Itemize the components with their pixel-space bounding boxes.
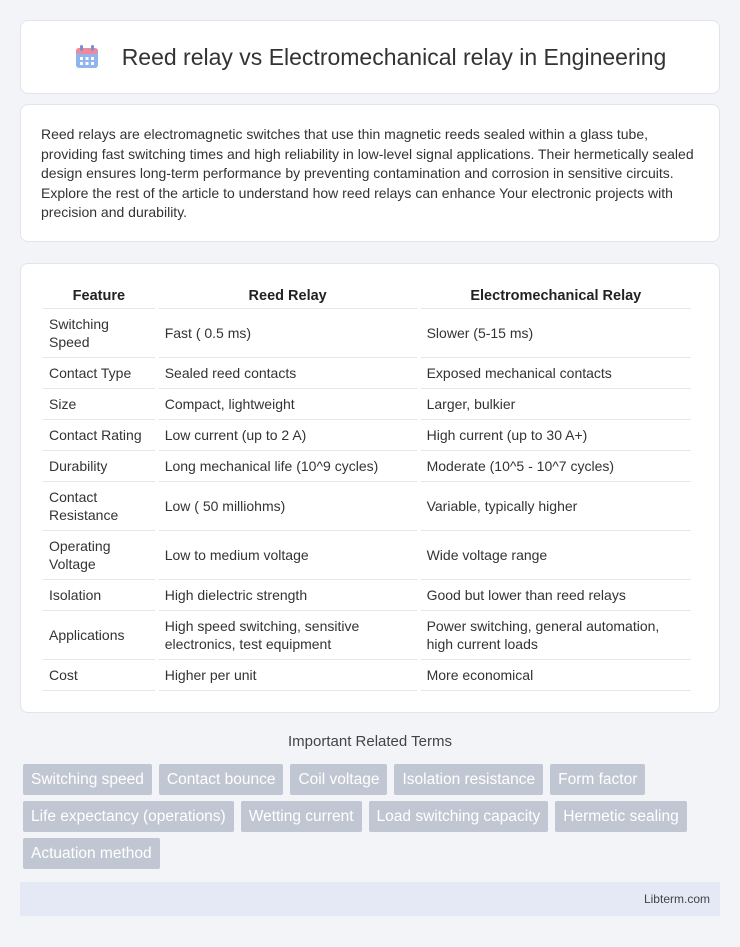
table-cell: Compact, lightweight [159, 389, 417, 420]
table-cell: Long mechanical life (10^9 cycles) [159, 451, 417, 482]
table-cell: High speed switching, sensitive electronics, test equipment [159, 611, 417, 660]
column-header-reed-relay: Reed Relay [159, 284, 417, 309]
table-row [43, 389, 691, 420]
table-cell: Sealed reed contacts [159, 358, 417, 389]
table-cell: Low current (up to 2 A) [159, 420, 417, 451]
header-card [20, 20, 720, 94]
table-cell: Applications [43, 611, 155, 660]
calendar-icon [74, 44, 100, 70]
table-cell: Cost [43, 660, 155, 691]
table-cell: High dielectric strength [159, 580, 417, 611]
related-term-tag[interactable]: Contact bounce [159, 764, 284, 795]
related-term-tag[interactable]: Form factor [550, 764, 645, 795]
table-row [43, 358, 691, 389]
table-cell: Larger, bulkier [421, 389, 691, 420]
table-row [43, 420, 691, 451]
column-header-electromechanical-relay: Electromechanical Relay [421, 284, 691, 309]
table-cell: Operating Voltage [43, 531, 155, 580]
footer [20, 882, 720, 916]
related-term-tag[interactable]: Load switching capacity [369, 801, 549, 832]
table-cell: Variable, typically higher [421, 482, 691, 531]
table-cell: Size [43, 389, 155, 420]
table-row [43, 531, 691, 580]
table-cell: High current (up to 30 A+) [421, 420, 691, 451]
table-row [43, 451, 691, 482]
related-term-tag[interactable]: Actuation method [23, 838, 160, 869]
table-row [43, 309, 691, 358]
table-cell: Moderate (10^5 - 10^7 cycles) [421, 451, 691, 482]
table-cell: Contact Rating [43, 420, 155, 451]
table-cell: Power switching, general automation, high current loads [421, 611, 691, 660]
related-terms-title: Important Related Terms [288, 733, 452, 750]
related-term-tag[interactable]: Isolation resistance [394, 764, 543, 795]
table-cell: Isolation [43, 580, 155, 611]
table-cell: Low to medium voltage [159, 531, 417, 580]
comparison-table [39, 284, 695, 691]
table-cell: Contact Resistance [43, 482, 155, 531]
table-row [43, 660, 691, 691]
related-term-tag[interactable]: Life expectancy (operations) [23, 801, 234, 832]
related-term-tag[interactable]: Switching speed [23, 764, 152, 795]
column-header-feature: Feature [43, 284, 155, 309]
intro-card [20, 104, 720, 242]
page-title: Reed relay vs Electromechanical relay in Engineering [121, 43, 667, 70]
footer-site-link[interactable]: Libterm.com [643, 892, 710, 906]
table-cell: More economical [421, 660, 691, 691]
table-row [43, 611, 691, 660]
table-cell: Slower (5-15 ms) [421, 309, 691, 358]
related-term-tag[interactable]: Wetting current [241, 801, 362, 832]
table-cell: Exposed mechanical contacts [421, 358, 691, 389]
table-row [43, 580, 691, 611]
table-cell: Higher per unit [159, 660, 417, 691]
related-term-tag[interactable]: Coil voltage [290, 764, 387, 795]
table-header-row [43, 284, 691, 309]
table-cell: Good but lower than reed relays [421, 580, 691, 611]
related-terms-list [23, 764, 723, 875]
table-cell: Low ( 50 milliohms) [159, 482, 417, 531]
table-cell: Fast ( 0.5 ms) [159, 309, 417, 358]
table-cell: Switching Speed [43, 309, 155, 358]
intro-text: Reed relays are electromagnetic switches that use thin magnetic reeds sealed within a glass tube, providing fast switching times and high reliability in low-level signal applications. Their hermetically sealed design ensures long-term performance by preventing contamination and corrosion in sensitive circuits. Explore the rest of the article to understand how reed relays can enhance Your electronic projects with precision and durability. [41, 126, 694, 220]
table-cell: Contact Type [43, 358, 155, 389]
table-row [43, 482, 691, 531]
table-cell: Durability [43, 451, 155, 482]
related-term-tag[interactable]: Hermetic sealing [555, 801, 686, 832]
comparison-table-card [20, 263, 720, 713]
table-cell: Wide voltage range [421, 531, 691, 580]
